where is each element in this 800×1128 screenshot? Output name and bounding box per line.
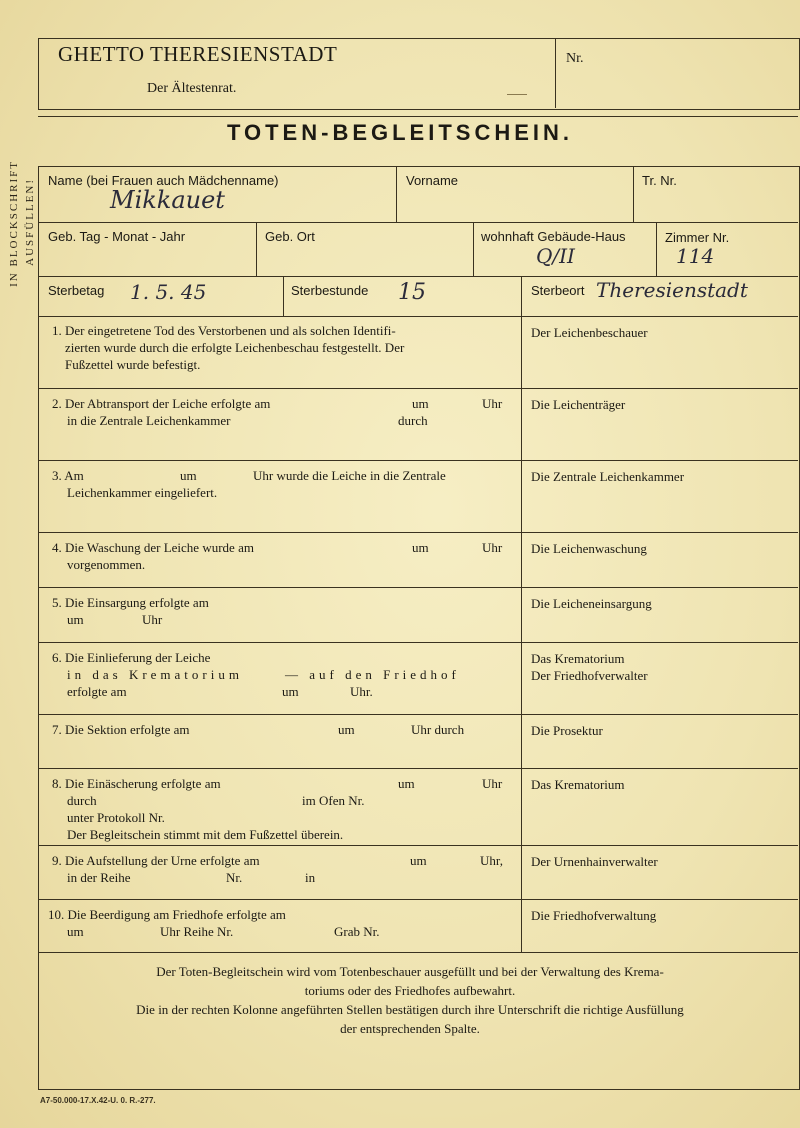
wohnhaft-divider — [656, 222, 657, 276]
section-1-line: zierten wurde durch die erfolgte Leichenbeschau festgestellt. Der — [65, 340, 405, 355]
section-6-line: erfolgte am — [67, 684, 127, 699]
print-code: A7-50.000-17.X.42-U. 0. R.-277. — [40, 1096, 156, 1105]
section-8-begleitschein: Der Begleitschein stimmt mit dem Fußzettel überein. — [67, 827, 344, 842]
sign-column-divider — [521, 316, 522, 952]
zimmer-value: 114 — [676, 244, 715, 268]
sterbestunde-label: Sterbestunde — [291, 283, 369, 298]
section-line-9 — [38, 899, 798, 900]
section-7-um: um — [338, 722, 355, 737]
note-line-2: toriums oder des Friedhofes aufbewahrt. — [304, 983, 516, 998]
section-2-line: in die Zentrale Leichenkammer — [67, 413, 231, 428]
section-9-um: um — [410, 853, 427, 868]
section-1 — [52, 322, 404, 373]
section-10-um: um — [67, 924, 84, 939]
section-9-nr: Nr. — [226, 870, 243, 885]
note-line-1: Der Toten-Begleitschein wird vom Totenbeschauer ausgefüllt und bei der Verwaltung des Krema- — [156, 964, 664, 979]
side-instruction-line1: IN BLOCKSCHRIFT — [8, 160, 20, 287]
side-instruction-line2: AUSFÜLLEN! — [24, 178, 36, 266]
org-name: GHETTO THERESIENSTADT — [58, 42, 338, 66]
section-9-in: in — [305, 870, 316, 885]
section-6-line: 6. Die Einlieferung der Leiche — [52, 650, 211, 665]
sterbestunde-value: 15 — [398, 280, 426, 305]
section-line-4 — [38, 587, 798, 588]
geburtsort-label: Geb. Ort — [265, 229, 315, 244]
section-1-line: 1. Der eingetretene Tod des Verstorbenen und als solchen Identifi- — [52, 323, 396, 338]
council-name: Der Ältestenrat. — [147, 81, 237, 96]
note-line-4: der entsprechenden Spalte. — [340, 1021, 480, 1036]
section-3-line: Leichenkammer eingeliefert. — [67, 485, 218, 500]
sterbeort-value: Theresienstadt — [596, 278, 748, 302]
name-label: Name (bei Frauen auch Mädchenname) — [48, 173, 279, 188]
wohnhaft-label: wohnhaft Gebäude-Haus — [481, 229, 626, 244]
section-9-line: 9. Die Aufstellung der Urne erfolgte am — [52, 853, 260, 868]
section-3-um: um — [180, 468, 197, 483]
section-3-uhr: Uhr wurde die Leiche in die Zentrale — [253, 468, 446, 483]
sterbestunde-divider — [521, 276, 522, 316]
section-line-10 — [38, 952, 798, 953]
section-6-uhr: Uhr. — [350, 684, 373, 699]
section-8-protokoll: unter Protokoll Nr. — [67, 810, 165, 825]
gebtag-label: Geb. Tag - Monat - Jahr — [48, 229, 186, 244]
section-line-5 — [38, 642, 798, 643]
row-line-3 — [38, 316, 798, 317]
section-4-sign: Die Leichenwaschung — [531, 541, 647, 556]
section-line-8 — [38, 845, 798, 846]
section-10-sign: Die Friedhofverwaltung — [531, 908, 657, 923]
section-line-2 — [38, 460, 798, 461]
section-2-line: 2. Der Abtransport der Leiche erfolgte am — [52, 396, 271, 411]
section-6-sign: Das Krematorium — [531, 651, 625, 666]
section-9-reihe: in der Reihe — [67, 870, 131, 885]
section-3-line: 3. Am — [52, 468, 84, 483]
gebtag-divider — [256, 222, 257, 276]
sterbetag-label: Sterbetag — [48, 283, 105, 298]
name-divider — [396, 166, 397, 222]
section-5-line: 5. Die Einsargung erfolgte am — [52, 595, 209, 610]
section-2-sign: Die Leichenträger — [531, 397, 626, 412]
section-4-um: um — [412, 540, 429, 555]
section-9-sign: Der Urnenhainverwalter — [531, 854, 658, 869]
section-line-1 — [38, 388, 798, 389]
section-10-grab: Grab Nr. — [334, 924, 380, 939]
section-3-sign: Die Zentrale Leichenkammer — [531, 469, 685, 484]
section-2-uhr: Uhr — [482, 396, 503, 411]
row-line-1 — [38, 222, 798, 223]
section-8-line: 8. Die Einäscherung erfolgte am — [52, 776, 221, 791]
section-2-durch: durch — [398, 413, 428, 428]
title-rule-top — [38, 116, 798, 117]
section-7-line: 7. Die Sektion erfolgte am — [52, 722, 190, 737]
section-line-6 — [38, 714, 798, 715]
section-6-sign2: Der Friedhofverwalter — [531, 668, 648, 683]
section-8-ofen: im Ofen Nr. — [302, 793, 365, 808]
row-line-2 — [38, 276, 798, 277]
geburtsort-divider — [473, 222, 474, 276]
section-2-um: um — [412, 396, 429, 411]
sterbetag-value: 1. 5. 45 — [130, 280, 207, 304]
section-8-durch: durch — [67, 793, 97, 808]
vorname-label: Vorname — [406, 173, 459, 188]
zimmer-label: Zimmer Nr. — [665, 230, 730, 245]
form-title: TOTEN-BEGLEITSCHEIN. — [226, 120, 574, 145]
section-line-3 — [38, 532, 798, 533]
section-6-friedhof: — auf den Friedhof — [285, 667, 460, 682]
section-5-sign: Die Leicheneinsargung — [531, 596, 652, 611]
section-4-line: vorgenommen. — [67, 557, 146, 572]
section-line-7 — [38, 768, 798, 769]
header-divider — [555, 38, 556, 108]
section-5-uhr: Uhr — [142, 612, 163, 627]
nr-label: Nr. — [566, 51, 584, 66]
section-8-sign: Das Krematorium — [531, 777, 625, 792]
section-1-sign: Der Leichenbeschauer — [531, 325, 648, 340]
name-value: Mikkauet — [110, 186, 225, 214]
section-1-line: Fußzettel wurde befestigt. — [65, 357, 201, 372]
section-8-um: um — [398, 776, 415, 791]
section-9-uhr: Uhr, — [480, 853, 503, 868]
section-7-uhr: Uhr durch — [411, 722, 465, 737]
note-line-3: Die in der rechten Kolonne angeführten Stellen bestätigen durch ihre Unterschrift die richtige Ausfüllung — [136, 1002, 684, 1017]
section-6-um: um — [282, 684, 299, 699]
wohnhaft-value: Q/II — [536, 244, 575, 268]
section-4-line: 4. Die Waschung der Leiche wurde am — [52, 540, 254, 555]
sterbeort-label: Sterbeort — [531, 283, 585, 298]
sterbetag-divider — [283, 276, 284, 316]
section-10-reihe: Uhr Reihe Nr. — [160, 924, 234, 939]
header-rule — [507, 94, 527, 95]
section-4-uhr: Uhr — [482, 540, 503, 555]
section-8-uhr: Uhr — [482, 776, 503, 791]
section-5-um: um — [67, 612, 84, 627]
instruction-note — [50, 962, 770, 1038]
section-7-sign: Die Prosektur — [531, 723, 603, 738]
vorname-divider — [633, 166, 634, 222]
section-6-krematorium: in das Krematorium — [67, 667, 243, 682]
section-10-line: 10. Die Beerdigung am Friedhofe erfolgte am — [48, 907, 286, 922]
trnr-label: Tr. Nr. — [642, 173, 677, 188]
